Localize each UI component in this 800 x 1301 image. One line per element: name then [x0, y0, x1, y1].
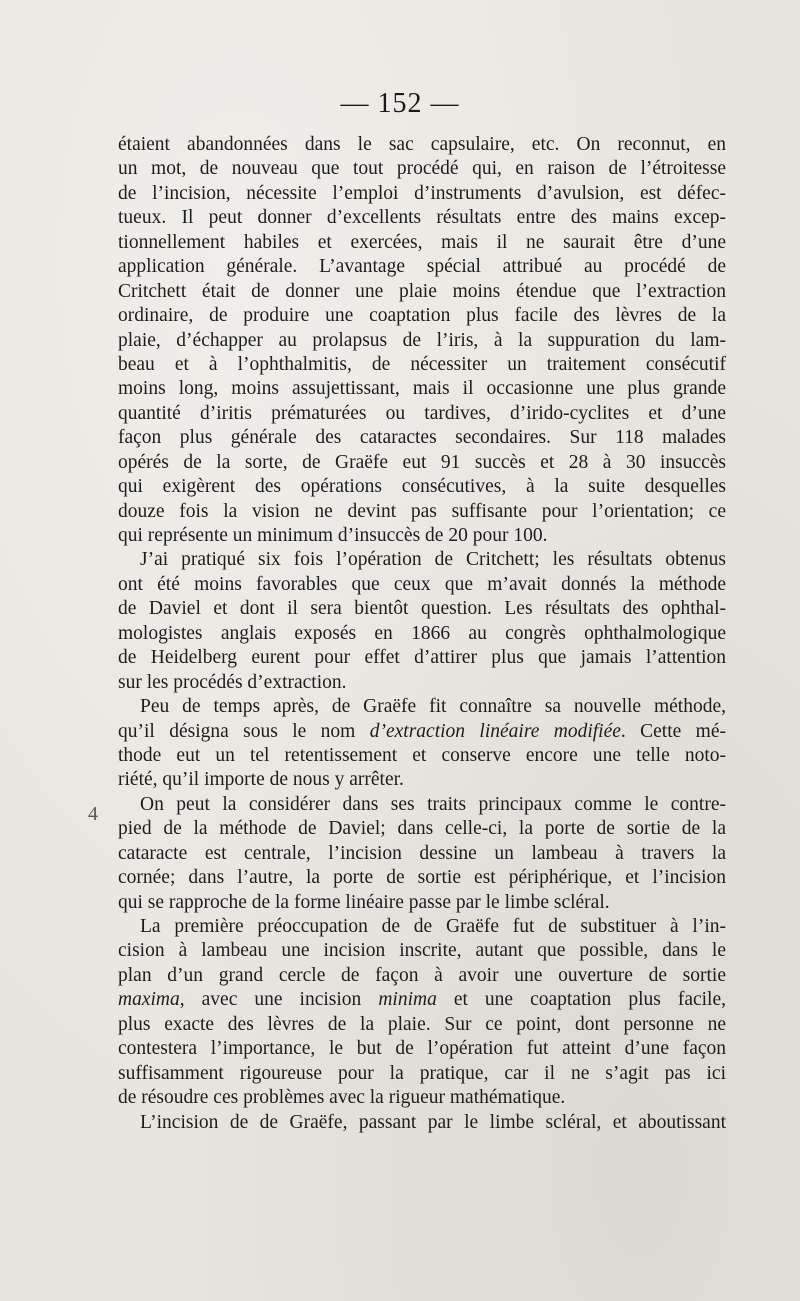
text-line: Critchett était de donner une plaie moins étendue que l’extraction	[118, 280, 726, 302]
text-line: étaient abandonnées dans le sac capsulaire, etc. On reconnut, en	[118, 134, 726, 155]
text-line: de résoudre ces problèmes avec la rigueur mathématique.	[118, 1087, 566, 1109]
text-line: On peut la considérer dans ses traits principaux comme le contre-	[140, 793, 726, 815]
text-line: qui représente un minimum d’insuccès de 20 pour 100.	[118, 525, 548, 546]
text-line: riété, qu’il importe de nous y arrêter.	[118, 769, 404, 791]
text-segment: , avec une incision	[179, 989, 379, 1011]
text-line: plaie, d’échapper au prolapsus de l’iris, à la suppuration du lam-	[118, 329, 726, 351]
text-line: façon plus générale des cataractes secondaires. Sur 118 malades	[118, 427, 726, 449]
text-line: plan d’un grand cercle de façon à avoir une ouverture de sortie	[118, 964, 726, 986]
text-line: qui exigèrent des opérations consécutives, à la suite desquelles	[118, 476, 726, 498]
text-line: suffisamment rigoureuse pour la pratique, car il ne s’agit pas ici	[118, 1062, 726, 1084]
page-number: — 152 —	[340, 88, 460, 119]
italic-phrase: maxima	[118, 989, 180, 1011]
text-line: cataracte est centrale, l’incision dessine un lambeau à travers la	[118, 842, 726, 864]
text-line: beau et à l’ophthalmitis, de nécessiter un traitement consécutif	[118, 353, 726, 375]
italic-phrase: d’extraction linéaire modifiée	[369, 720, 621, 742]
italic-phrase: minima	[378, 989, 437, 1011]
text-line: tionnellement habiles et exercées, mais il ne saurait être d’une	[118, 231, 726, 253]
text-line: plus exacte des lèvres de la plaie. Sur ce point, dont personne ne	[118, 1013, 726, 1035]
body-text	[118, 133, 726, 1135]
text-segment: et une coaptation plus facile,	[436, 989, 727, 1011]
text-segment: . Cette mé-	[620, 720, 727, 742]
text-line: pied de la méthode de Daviel; dans celle-ci, la porte de sortie de la	[118, 818, 726, 840]
text-line: L’incision de de Graëfe, passant par le limbe scléral, et aboutissant	[140, 1111, 726, 1133]
text-line: ont été moins favorables que ceux que m’avait donnés la méthode	[118, 573, 726, 595]
text-line: qui se rapproche de la forme linéaire passe par le limbe scléral.	[118, 891, 610, 913]
text-line: douze fois la vision ne devint pas suffisante pour l’orientation; ce	[118, 500, 726, 522]
text-line: Peu de temps après, de Graëfe fit connaître sa nouvelle méthode,	[140, 696, 726, 718]
text-line: contestera l’importance, le but de l’opération fut atteint d’une façon	[118, 1038, 726, 1060]
text-line: cornée; dans l’autre, la porte de sortie est périphérique, et l’incision	[118, 867, 726, 889]
text-line: application générale. L’avantage spécial attribué au procédé de	[118, 256, 726, 278]
text-line: de Heidelberg eurent pour effet d’attirer plus que jamais l’attention	[118, 647, 726, 669]
text-line: moins long, moins assujettissant, mais il occasionne une plus grande	[118, 378, 726, 400]
text-line: sur les procédés d’extraction.	[118, 671, 347, 693]
text-line: J’ai pratiqué six fois l’opération de Critchett; les résultats obtenus	[140, 549, 726, 571]
text-line: La première préoccupation de de Graëfe fut de substituer à l’in-	[140, 916, 726, 937]
text-segment: qu’il désigna sous le nom	[118, 720, 370, 742]
text-line: mologistes anglais exposés en 1866 au congrès ophthalmologique	[118, 622, 726, 644]
text-line: opérés de la sorte, de Graëfe eut 91 succès et 28 à 30 insuccès	[118, 451, 726, 473]
margin-annotation: 4	[88, 803, 98, 825]
text-line: thode eut un tel retentissement et conserve encore une telle noto-	[118, 744, 726, 766]
text-line: cision à lambeau une incision inscrite, autant que possible, dans le	[118, 940, 726, 962]
text-line: de l’incision, nécessite l’emploi d’instruments d’avulsion, est défec-	[118, 182, 726, 204]
text-line: de Daviel et dont il sera bientôt question. Les résultats des ophthal-	[118, 598, 726, 620]
text-line	[118, 988, 726, 1012]
text-line: ordinaire, de produire une coaptation plus facile des lèvres de la	[118, 305, 726, 327]
text-line: quantité d’iritis prématurées ou tardives, d’irido-cyclites et d’une	[118, 402, 726, 424]
text-line	[118, 720, 726, 744]
text-line: tueux. Il peut donner d’excellents résultats entre des mains excep-	[118, 207, 726, 229]
text-line: un mot, de nouveau que tout procédé qui, en raison de l’étroitesse	[118, 158, 726, 180]
